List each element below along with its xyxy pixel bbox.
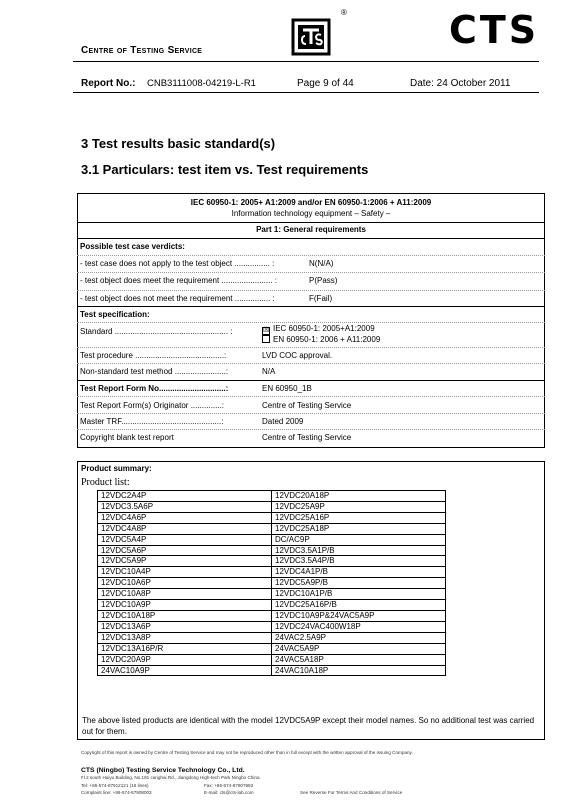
verdict-value: P(Pass) — [309, 276, 338, 285]
table-row — [98, 512, 446, 523]
table-row — [98, 654, 446, 665]
procedure-value: LVD COC approval. — [262, 351, 333, 360]
product-model-cell: 12VDC10A8P — [98, 589, 272, 600]
table-row — [98, 578, 446, 589]
standard-label: Standard ................................................... : — [80, 327, 233, 336]
product-summary-note: The above listed products are identical with the model 12VDC5A9P except their model names. So no additional test was carried out for them. — [82, 716, 535, 736]
product-model-cell: 12VDC20A18P — [272, 491, 446, 502]
registered-mark: ® — [341, 8, 347, 17]
product-model-cell: 12VDC3.5A4P/B — [272, 556, 446, 567]
table-divider — [77, 238, 545, 239]
product-model-cell: 12VDC25A16P — [272, 512, 446, 523]
table-row — [98, 567, 446, 578]
product-model-cell: 12VDC24VAC400W18P — [272, 621, 446, 632]
subsection-heading: 3.1 Particulars: test item vs. Test requirements — [81, 162, 369, 177]
product-model-cell: 12VDC10A9P&24VAC5A9P — [272, 610, 446, 621]
row-divider — [77, 363, 545, 364]
product-model-cell: 12VDC5A9P — [98, 556, 272, 567]
table-row — [98, 621, 446, 632]
product-model-cell: 12VDC20A9P — [98, 654, 272, 665]
row-divider — [77, 322, 545, 323]
product-model-cell: 12VDC13A6P — [98, 621, 272, 632]
product-model-cell: 12VDC10A1P/B — [272, 589, 446, 600]
master-trf-value: Dated 2009 — [262, 417, 304, 426]
trf-label: Test Report Form No..............................: — [80, 384, 229, 393]
footer-fax: Fax: +86-574-87907993 — [204, 783, 254, 788]
table-row — [98, 545, 446, 556]
table-row — [98, 523, 446, 534]
footer-complaint: Complaint line: +86-574-87908003 — [81, 790, 152, 795]
table-row — [98, 534, 446, 545]
standard-option-en — [262, 335, 380, 344]
table-row — [98, 491, 446, 502]
product-model-cell: 12VDC4A1P/B — [272, 567, 446, 578]
master-trf-label: Master TRF.............................................: — [80, 417, 224, 426]
product-model-cell: 24VAC10A18P — [272, 665, 446, 676]
org-name: Centre of Testing Service — [81, 45, 203, 56]
cts-wordmark: CTS — [449, 8, 540, 52]
table-title-standard: IEC 60950-1: 2005+ A1:2009 and/or EN 60950-1:2006 + A11:2009 — [190, 198, 432, 207]
checked-box-icon: ☒ — [263, 327, 270, 334]
verdict-label: - test object does not meet the requirement ................ : — [80, 294, 275, 303]
verdict-label: - test case does not apply to the test object ................ : — [80, 259, 275, 268]
report-date: Date: 24 October 2011 — [410, 78, 511, 89]
row-divider — [77, 272, 545, 273]
verdict-label: - test object does meet the requirement ....................... : — [80, 276, 277, 285]
page-number: Page 9 of 44 — [297, 78, 354, 89]
product-model-cell: 24VAC10A9P — [98, 665, 272, 676]
spec-heading: Test specification: — [80, 310, 150, 319]
table-row — [98, 632, 446, 643]
nonstd-label: Non-standard test method .......................: — [80, 367, 229, 376]
product-model-cell: 24VAC2.5A9P — [272, 632, 446, 643]
footer-copyright: Copyright of this report is owned by Centre of Testing Service and may not be reproduced other than in full except with the written approval of the issuing Company. — [81, 750, 413, 755]
report-number: CNB3111008-04219-L-R1 — [147, 78, 256, 89]
cts-seal-logo — [291, 8, 347, 54]
verdict-value: N(N/A) — [309, 259, 334, 268]
product-list-label: Product list: — [81, 477, 130, 488]
product-model-cell: 12VDC4A8P — [98, 523, 272, 534]
copyright-report-label: Copyright blank test report — [80, 433, 174, 442]
standard-option-iec — [262, 324, 375, 335]
product-model-cell: 12VDC25A16P/B — [272, 600, 446, 611]
table-divider — [77, 222, 545, 223]
product-model-cell: 24VAC5A18P — [272, 654, 446, 665]
product-model-cell: 12VDC10A6P — [98, 578, 272, 589]
table-row — [98, 589, 446, 600]
table-row — [98, 600, 446, 611]
originator-label: Test Report Form(s) Originator ..............: — [80, 401, 225, 410]
row-divider — [77, 396, 545, 397]
product-model-cell: 12VDC13A8P — [98, 632, 272, 643]
row-divider — [77, 429, 545, 430]
header-rule-bottom — [73, 92, 539, 93]
table-row — [98, 643, 446, 654]
procedure-label: Test procedure ........................................: — [80, 351, 227, 360]
report-label: Report No.: — [81, 78, 136, 89]
product-model-cell: 12VDC25A18P — [272, 523, 446, 534]
row-divider — [77, 347, 545, 348]
product-model-cell: 12VDC5A6P — [98, 545, 272, 556]
row-divider — [77, 290, 545, 291]
table-divider — [77, 306, 545, 307]
product-summary-heading: Product summary: — [81, 464, 152, 473]
copyright-report-value: Centre of Testing Service — [262, 433, 352, 442]
verdicts-heading: Possible test case verdicts: — [80, 242, 185, 251]
nonstd-value: N/A — [262, 367, 276, 376]
standard-option-text: EN 60950-1: 2006 + A11:2009 — [273, 335, 381, 344]
table-divider — [77, 380, 545, 381]
product-model-cell: 12VDC3.5A1P/B — [272, 545, 446, 556]
product-model-cell: 12VDC5A9P/B — [272, 578, 446, 589]
product-model-cell: 12VDC13A16P/R — [98, 643, 272, 654]
footer-address: Fl.2 south Huiyu Building, No.181 canghai Rd., Jiangdong High-tech Park Ningbo China — [81, 775, 260, 780]
product-model-cell: 12VDC2A4P — [98, 491, 272, 502]
table-title-part: Part 1: General requirements — [256, 225, 366, 234]
row-divider — [77, 255, 545, 256]
originator-value: Centre of Testing Service — [262, 401, 352, 410]
product-model-cell: 24VAC5A9P — [272, 643, 446, 654]
row-divider — [77, 413, 545, 414]
product-model-cell: 12VDC10A4P — [98, 567, 272, 578]
product-model-cell: 12VDC10A9P — [98, 600, 272, 611]
product-model-cell: DC/AC9P — [272, 534, 446, 545]
table-title-equipment: Information technology equipment – Safety – — [231, 209, 391, 218]
table-row — [98, 501, 446, 512]
product-list-table — [97, 490, 446, 676]
footer-tel: Tel: +86-574-87912121 (16 lines) — [81, 783, 149, 788]
table-row — [98, 665, 446, 676]
header-rule — [73, 61, 539, 62]
product-model-cell: 12VDC5A4P — [98, 534, 272, 545]
product-model-cell: 12VDC3.5A6P — [98, 501, 272, 512]
table-row — [98, 610, 446, 621]
product-model-cell: 12VDC25A9P — [272, 501, 446, 512]
footer-terms: See Reverse For Terms And Conditions of Service — [300, 790, 403, 795]
table-row — [98, 556, 446, 567]
footer-email: E-mail: cts@cts-lab.com — [204, 790, 254, 795]
product-model-cell: 12VDC10A18P — [98, 610, 272, 621]
verdict-value: F(Fail) — [309, 294, 333, 303]
trf-value: EN 60950_1B — [262, 384, 312, 393]
unchecked-box-icon — [262, 335, 270, 343]
product-model-cell: 12VDC4A6P — [98, 512, 272, 523]
footer-company: CTS (Ningbo) Testing Service Technology Co., Ltd. — [81, 767, 245, 774]
standard-option-text: IEC 60950-1: 2005+A1:2009 — [273, 324, 375, 333]
section-heading: 3 Test results basic standard(s) — [81, 136, 276, 151]
